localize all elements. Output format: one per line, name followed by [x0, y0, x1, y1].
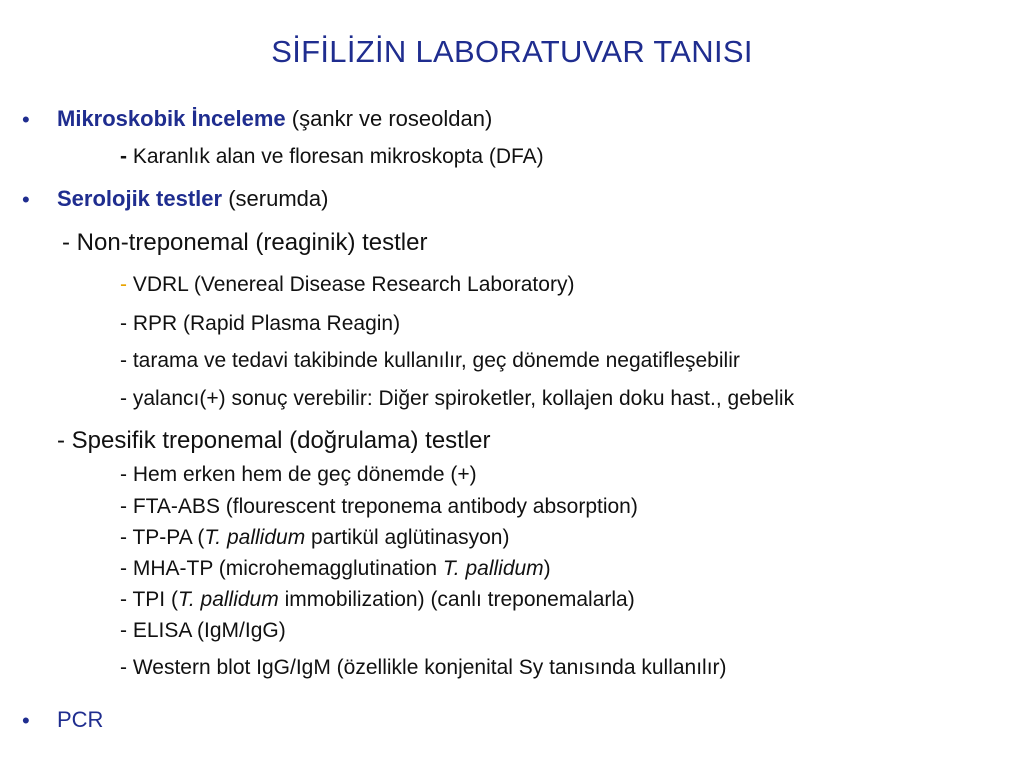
microscopy-note: (şankr ve roseoldan) — [285, 106, 493, 131]
microscopy-detail-text: Karanlık alan ve floresan mikroskopta (DFA) — [132, 145, 544, 168]
microscopy-item — [57, 106, 492, 132]
false-positive-line: - yalancı(+) sonuç verebilir: Diğer spiroketler, kollajen doku hast., gebelik — [120, 387, 795, 410]
tp-pa-species: T. pallidum — [204, 526, 306, 549]
nontreponemal-heading: - Non-treponemal (reaginik) testler — [62, 229, 428, 256]
rpr-line: - RPR (Rapid Plasma Reagin) — [120, 312, 401, 335]
microscopy-heading: Mikroskobik İnceleme — [57, 106, 286, 131]
serology-note: (serumda) — [222, 186, 329, 211]
tp-pa-post: partikül aglütinasyon) — [305, 526, 510, 549]
tpi-species: T. pallidum — [177, 588, 279, 611]
microscopy-detail — [120, 145, 544, 169]
tpi-pre: - TPI ( — [120, 588, 178, 611]
pcr-item: PCR — [57, 707, 104, 732]
tpi-post: immobilization) (canlı treponemalarla) — [278, 588, 635, 611]
usage-line: - tarama ve tedavi takibinde kullanılır, geç dönemde negatifleşebilir — [120, 349, 740, 372]
mha-tp-pre: - MHA-TP (microhemagglutination — [120, 557, 443, 580]
vdrl-dash: - — [120, 273, 133, 296]
bullet-dot: • — [22, 708, 30, 733]
serology-heading: Serolojik testler — [57, 186, 223, 211]
western-blot-line: - Western blot IgG/IgM (özellikle konjenital Sy tanısında kullanılır) — [120, 656, 727, 679]
fta-abs-line: - FTA-ABS (flourescent treponema antibody absorption) — [120, 495, 638, 518]
mha-tp-line — [120, 557, 551, 581]
bullet-dot: • — [22, 107, 30, 132]
mha-tp-post: ) — [543, 557, 551, 580]
bullet-dot: • — [22, 187, 30, 212]
tp-pa-pre: - TP-PA ( — [120, 526, 205, 549]
serology-item — [57, 186, 328, 212]
microscopy-dash: - — [120, 145, 133, 168]
mha-tp-species: T. pallidum — [442, 557, 544, 580]
slide-title: SİFİLİZİN LABORATUVAR TANISI — [271, 34, 753, 69]
vdrl-line — [120, 273, 574, 297]
vdrl-text: VDRL (Venereal Disease Research Laboratory) — [132, 273, 575, 296]
tpi-line — [120, 588, 635, 612]
tp-pa-line — [120, 526, 509, 550]
early-late-line: - Hem erken hem de geç dönemde (+) — [120, 463, 477, 486]
elisa-line: - ELISA (IgM/IgG) — [120, 619, 286, 642]
treponemal-heading: - Spesifik treponemal (doğrulama) testler — [57, 427, 491, 454]
